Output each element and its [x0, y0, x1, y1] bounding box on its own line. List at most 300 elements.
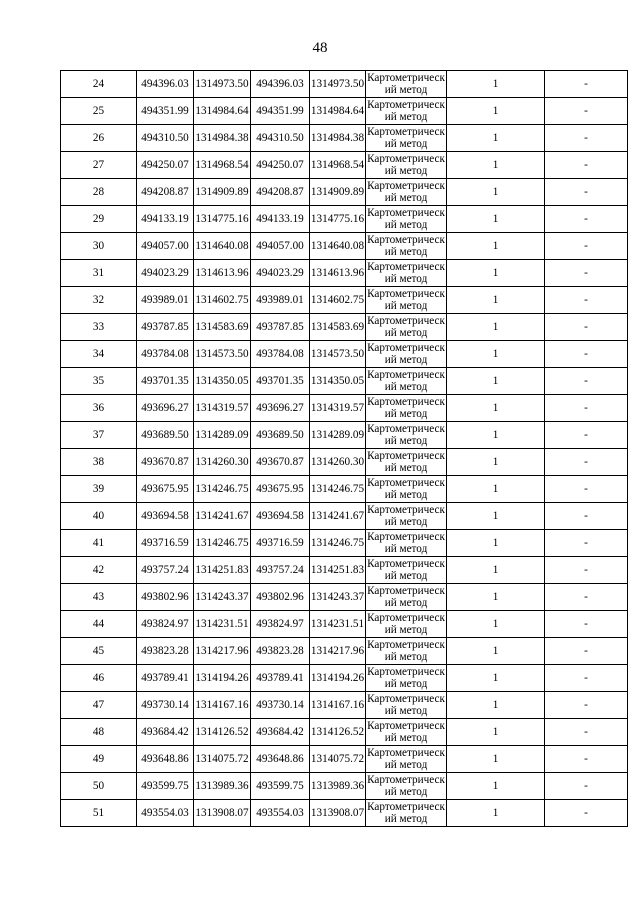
accuracy-cell [447, 152, 545, 179]
x-coordinate-repeat-text: 493824.97 [256, 618, 304, 630]
y-coordinate-repeat-text: 1314984.64 [310, 105, 365, 117]
accuracy-cell [447, 665, 545, 692]
point-number-text: 39 [92, 483, 105, 495]
y-coordinate-repeat-text: 1314243.37 [310, 591, 365, 603]
y-coordinate-repeat-text: 1314260.30 [310, 456, 365, 468]
note-text: - [584, 78, 588, 90]
x-coordinate-repeat-cell [251, 260, 310, 287]
y-coordinate-repeat-text: 1314246.75 [310, 483, 365, 495]
y-coordinate-text: 1314246.75 [195, 483, 249, 495]
note-cell [545, 557, 628, 584]
x-coordinate-cell [137, 152, 194, 179]
y-coordinate-repeat-cell [310, 125, 366, 152]
y-coordinate-text: 1314973.50 [195, 78, 249, 90]
x-coordinate-cell [137, 638, 194, 665]
y-coordinate-repeat-cell [310, 341, 366, 368]
note-text: - [584, 618, 588, 630]
note-cell [545, 206, 628, 233]
table-row [61, 260, 628, 287]
note-cell [545, 152, 628, 179]
x-coordinate-cell [137, 557, 194, 584]
y-coordinate-repeat-cell [310, 206, 366, 233]
y-coordinate-cell [194, 206, 251, 233]
note-text: - [584, 753, 588, 765]
table-row [61, 71, 628, 98]
note-cell [545, 530, 628, 557]
y-coordinate-repeat-cell [310, 692, 366, 719]
y-coordinate-repeat-cell [310, 71, 366, 98]
note-cell [545, 449, 628, 476]
table-row [61, 179, 628, 206]
method-text: Картометрический метод [367, 369, 445, 393]
x-coordinate-repeat-text: 494351.99 [256, 105, 304, 117]
table-row [61, 341, 628, 368]
y-coordinate-repeat-text: 1314583.69 [310, 321, 365, 333]
point-number-text: 49 [92, 753, 105, 765]
y-coordinate-repeat-cell [310, 584, 366, 611]
method-cell [366, 422, 447, 449]
y-coordinate-repeat-text: 1314973.50 [310, 78, 365, 90]
accuracy-cell [447, 638, 545, 665]
x-coordinate-repeat-text: 493757.24 [256, 564, 304, 576]
y-coordinate-cell [194, 395, 251, 422]
point-number-text: 44 [92, 618, 105, 630]
point-number-text: 42 [92, 564, 105, 576]
y-coordinate-repeat-text: 1314126.52 [310, 726, 365, 738]
note-text: - [584, 132, 588, 144]
method-cell [366, 476, 447, 503]
y-coordinate-cell [194, 98, 251, 125]
table-row [61, 314, 628, 341]
x-coordinate-repeat-cell [251, 665, 310, 692]
x-coordinate-cell [137, 800, 194, 827]
note-text: - [584, 699, 588, 711]
y-coordinate-repeat-cell [310, 449, 366, 476]
accuracy-text: 1 [492, 591, 499, 603]
point-number-cell [61, 746, 137, 773]
point-number-cell [61, 719, 137, 746]
point-number-cell [61, 611, 137, 638]
table-row [61, 422, 628, 449]
accuracy-text: 1 [492, 78, 499, 90]
method-cell [366, 314, 447, 341]
y-coordinate-repeat-text: 1313908.07 [310, 807, 365, 819]
table-row [61, 125, 628, 152]
y-coordinate-repeat-text: 1314251.83 [310, 564, 365, 576]
table-row [61, 800, 628, 827]
x-coordinate-cell [137, 422, 194, 449]
note-text: - [584, 348, 588, 360]
x-coordinate-cell [137, 206, 194, 233]
method-cell [366, 773, 447, 800]
note-text: - [584, 483, 588, 495]
x-coordinate-repeat-cell [251, 314, 310, 341]
point-number-text: 46 [92, 672, 105, 684]
note-text: - [584, 591, 588, 603]
method-cell [366, 98, 447, 125]
point-number-text: 30 [92, 240, 105, 252]
accuracy-text: 1 [492, 537, 499, 549]
x-coordinate-cell [137, 395, 194, 422]
accuracy-text: 1 [492, 780, 499, 792]
note-cell [545, 611, 628, 638]
table-row [61, 584, 628, 611]
x-coordinate-repeat-cell [251, 287, 310, 314]
y-coordinate-cell [194, 665, 251, 692]
point-number-cell [61, 233, 137, 260]
y-coordinate-cell [194, 503, 251, 530]
note-text: - [584, 510, 588, 522]
x-coordinate-cell [137, 260, 194, 287]
y-coordinate-repeat-text: 1314640.08 [310, 240, 365, 252]
note-cell [545, 800, 628, 827]
method-text: Картометрический метод [367, 612, 445, 636]
note-text: - [584, 645, 588, 657]
y-coordinate-text: 1314217.96 [195, 645, 249, 657]
method-text: Картометрический метод [367, 342, 445, 366]
y-coordinate-text: 1313908.07 [195, 807, 249, 819]
accuracy-text: 1 [492, 267, 499, 279]
point-number-text: 36 [92, 402, 105, 414]
method-text: Картометрический метод [367, 126, 445, 150]
y-coordinate-text: 1314243.37 [195, 591, 249, 603]
point-number-cell [61, 260, 137, 287]
x-coordinate-text: 494057.00 [141, 240, 189, 252]
point-number-cell [61, 692, 137, 719]
method-cell [366, 341, 447, 368]
x-coordinate-text: 493787.85 [141, 321, 189, 333]
method-cell [366, 449, 447, 476]
note-cell [545, 665, 628, 692]
method-cell [366, 800, 447, 827]
method-text: Картометрический метод [367, 180, 445, 204]
x-coordinate-repeat-cell [251, 584, 310, 611]
y-coordinate-cell [194, 692, 251, 719]
method-text: Картометрический метод [367, 315, 445, 339]
accuracy-text: 1 [492, 564, 499, 576]
method-cell [366, 719, 447, 746]
x-coordinate-text: 494023.29 [141, 267, 189, 279]
x-coordinate-text: 493823.28 [141, 645, 189, 657]
y-coordinate-cell [194, 611, 251, 638]
y-coordinate-cell [194, 584, 251, 611]
accuracy-text: 1 [492, 348, 499, 360]
x-coordinate-cell [137, 71, 194, 98]
accuracy-cell [447, 179, 545, 206]
y-coordinate-repeat-cell [310, 557, 366, 584]
point-number-cell [61, 584, 137, 611]
x-coordinate-repeat-cell [251, 422, 310, 449]
method-cell [366, 692, 447, 719]
y-coordinate-text: 1314640.08 [195, 240, 249, 252]
note-cell [545, 179, 628, 206]
accuracy-cell [447, 503, 545, 530]
x-coordinate-cell [137, 314, 194, 341]
x-coordinate-text: 493689.50 [141, 429, 189, 441]
point-number-cell [61, 287, 137, 314]
x-coordinate-repeat-cell [251, 98, 310, 125]
note-text: - [584, 240, 588, 252]
method-cell [366, 260, 447, 287]
point-number-cell [61, 800, 137, 827]
method-cell [366, 530, 447, 557]
x-coordinate-repeat-cell [251, 800, 310, 827]
y-coordinate-repeat-text: 1314289.09 [310, 429, 365, 441]
x-coordinate-repeat-text: 493599.75 [256, 780, 304, 792]
accuracy-cell [447, 341, 545, 368]
y-coordinate-repeat-text: 1314075.72 [310, 753, 365, 765]
note-cell [545, 368, 628, 395]
note-cell [545, 746, 628, 773]
y-coordinate-cell [194, 152, 251, 179]
accuracy-cell [447, 422, 545, 449]
y-coordinate-repeat-text: 1314167.16 [310, 699, 365, 711]
y-coordinate-repeat-text: 1314241.67 [310, 510, 365, 522]
method-cell [366, 395, 447, 422]
point-number-text: 40 [92, 510, 105, 522]
accuracy-text: 1 [492, 294, 499, 306]
method-text: Картометрический метод [367, 747, 445, 771]
x-coordinate-repeat-text: 493823.28 [256, 645, 304, 657]
method-cell [366, 746, 447, 773]
accuracy-text: 1 [492, 672, 499, 684]
x-coordinate-text: 494351.99 [141, 105, 189, 117]
point-number-cell [61, 773, 137, 800]
x-coordinate-repeat-text: 493730.14 [256, 699, 304, 711]
accuracy-text: 1 [492, 213, 499, 225]
y-coordinate-repeat-cell [310, 287, 366, 314]
table-row [61, 665, 628, 692]
y-coordinate-text: 1314241.67 [195, 510, 249, 522]
point-number-text: 43 [92, 591, 105, 603]
note-text: - [584, 429, 588, 441]
method-text: Картометрический метод [367, 531, 445, 555]
point-number-cell [61, 557, 137, 584]
method-cell [366, 611, 447, 638]
x-coordinate-repeat-cell [251, 233, 310, 260]
x-coordinate-repeat-text: 493696.27 [256, 402, 304, 414]
x-coordinate-cell [137, 746, 194, 773]
method-text: Картометрический метод [367, 72, 445, 96]
y-coordinate-repeat-text: 1314613.96 [310, 267, 365, 279]
method-cell [366, 179, 447, 206]
x-coordinate-repeat-text: 493989.01 [256, 294, 304, 306]
note-cell [545, 260, 628, 287]
method-cell [366, 287, 447, 314]
y-coordinate-text: 1314231.51 [195, 618, 249, 630]
x-coordinate-repeat-cell [251, 395, 310, 422]
table-row [61, 152, 628, 179]
point-number-text: 35 [92, 375, 105, 387]
accuracy-text: 1 [492, 402, 499, 414]
x-coordinate-text: 494396.03 [141, 78, 189, 90]
point-number-cell [61, 368, 137, 395]
x-coordinate-repeat-text: 493694.58 [256, 510, 304, 522]
point-number-text: 37 [92, 429, 105, 441]
x-coordinate-cell [137, 179, 194, 206]
note-text: - [584, 159, 588, 171]
point-number-text: 32 [92, 294, 105, 306]
accuracy-cell [447, 71, 545, 98]
method-text: Картометрический метод [367, 693, 445, 717]
accuracy-cell [447, 584, 545, 611]
x-coordinate-text: 493554.03 [141, 807, 189, 819]
note-cell [545, 773, 628, 800]
y-coordinate-repeat-cell [310, 746, 366, 773]
accuracy-text: 1 [492, 159, 499, 171]
x-coordinate-repeat-text: 493802.96 [256, 591, 304, 603]
x-coordinate-cell [137, 368, 194, 395]
point-number-cell [61, 125, 137, 152]
note-cell [545, 233, 628, 260]
y-coordinate-repeat-text: 1314573.50 [310, 348, 365, 360]
table-row [61, 719, 628, 746]
point-number-text: 38 [92, 456, 105, 468]
method-cell [366, 368, 447, 395]
accuracy-text: 1 [492, 132, 499, 144]
y-coordinate-text: 1314167.16 [195, 699, 249, 711]
accuracy-text: 1 [492, 645, 499, 657]
method-text: Картометрический метод [367, 801, 445, 825]
y-coordinate-cell [194, 260, 251, 287]
point-number-text: 25 [92, 105, 105, 117]
method-text: Картометрический метод [367, 234, 445, 258]
y-coordinate-repeat-cell [310, 665, 366, 692]
y-coordinate-repeat-cell [310, 800, 366, 827]
method-text: Картометрический метод [367, 207, 445, 231]
x-coordinate-text: 494133.19 [141, 213, 189, 225]
x-coordinate-repeat-text: 493701.35 [256, 375, 304, 387]
y-coordinate-cell [194, 314, 251, 341]
y-coordinate-repeat-text: 1314602.75 [310, 294, 365, 306]
x-coordinate-repeat-text: 493789.41 [256, 672, 304, 684]
x-coordinate-text: 493670.87 [141, 456, 189, 468]
x-coordinate-repeat-cell [251, 746, 310, 773]
point-number-text: 29 [92, 213, 105, 225]
accuracy-text: 1 [492, 510, 499, 522]
y-coordinate-repeat-cell [310, 719, 366, 746]
point-number-text: 41 [92, 537, 105, 549]
method-text: Картометрический метод [367, 504, 445, 528]
method-cell [366, 206, 447, 233]
accuracy-cell [447, 206, 545, 233]
note-cell [545, 503, 628, 530]
y-coordinate-text: 1314246.75 [195, 537, 249, 549]
x-coordinate-cell [137, 503, 194, 530]
method-text: Картометрический метод [367, 261, 445, 285]
x-coordinate-repeat-cell [251, 692, 310, 719]
table-row [61, 638, 628, 665]
note-text: - [584, 213, 588, 225]
accuracy-text: 1 [492, 753, 499, 765]
y-coordinate-repeat-text: 1314319.57 [310, 402, 365, 414]
accuracy-cell [447, 692, 545, 719]
table-row [61, 530, 628, 557]
note-cell [545, 71, 628, 98]
y-coordinate-cell [194, 125, 251, 152]
y-coordinate-cell [194, 746, 251, 773]
coordinates-table [60, 70, 628, 827]
accuracy-cell [447, 449, 545, 476]
y-coordinate-repeat-text: 1314775.16 [310, 213, 365, 225]
note-cell [545, 341, 628, 368]
x-coordinate-cell [137, 665, 194, 692]
y-coordinate-cell [194, 422, 251, 449]
note-text: - [584, 672, 588, 684]
y-coordinate-text: 1314075.72 [195, 753, 249, 765]
table-row [61, 206, 628, 233]
x-coordinate-repeat-text: 494310.50 [256, 132, 304, 144]
x-coordinate-text: 493789.41 [141, 672, 189, 684]
table-row [61, 557, 628, 584]
y-coordinate-cell [194, 800, 251, 827]
x-coordinate-repeat-text: 494250.07 [256, 159, 304, 171]
y-coordinate-repeat-text: 1314909.89 [310, 186, 365, 198]
x-coordinate-repeat-cell [251, 638, 310, 665]
accuracy-text: 1 [492, 618, 499, 630]
x-coordinate-repeat-cell [251, 179, 310, 206]
point-number-text: 24 [92, 78, 105, 90]
note-text: - [584, 186, 588, 198]
y-coordinate-repeat-cell [310, 179, 366, 206]
y-coordinate-repeat-cell [310, 422, 366, 449]
point-number-text: 34 [92, 348, 105, 360]
x-coordinate-cell [137, 287, 194, 314]
x-coordinate-cell [137, 476, 194, 503]
accuracy-text: 1 [492, 186, 499, 198]
note-cell [545, 584, 628, 611]
y-coordinate-repeat-cell [310, 476, 366, 503]
y-coordinate-cell [194, 638, 251, 665]
y-coordinate-text: 1314968.54 [195, 159, 249, 171]
x-coordinate-text: 493648.86 [141, 753, 189, 765]
y-coordinate-cell [194, 773, 251, 800]
x-coordinate-repeat-cell [251, 773, 310, 800]
note-cell [545, 422, 628, 449]
note-cell [545, 638, 628, 665]
point-number-cell [61, 638, 137, 665]
x-coordinate-cell [137, 584, 194, 611]
table-row [61, 611, 628, 638]
method-cell [366, 665, 447, 692]
y-coordinate-repeat-cell [310, 98, 366, 125]
x-coordinate-repeat-text: 494208.87 [256, 186, 304, 198]
method-text: Картометрический метод [367, 558, 445, 582]
x-coordinate-text: 493716.59 [141, 537, 189, 549]
y-coordinate-text: 1314909.89 [195, 186, 249, 198]
accuracy-text: 1 [492, 429, 499, 441]
x-coordinate-text: 493696.27 [141, 402, 189, 414]
method-text: Картометрический метод [367, 450, 445, 474]
y-coordinate-repeat-cell [310, 314, 366, 341]
y-coordinate-text: 1314583.69 [195, 321, 249, 333]
table-row [61, 503, 628, 530]
method-text: Картометрический метод [367, 396, 445, 420]
x-coordinate-cell [137, 125, 194, 152]
x-coordinate-repeat-text: 494396.03 [256, 78, 304, 90]
x-coordinate-repeat-cell [251, 368, 310, 395]
accuracy-text: 1 [492, 699, 499, 711]
accuracy-cell [447, 125, 545, 152]
x-coordinate-cell [137, 719, 194, 746]
note-cell [545, 98, 628, 125]
x-coordinate-text: 494250.07 [141, 159, 189, 171]
note-text: - [584, 726, 588, 738]
x-coordinate-text: 493824.97 [141, 618, 189, 630]
x-coordinate-repeat-cell [251, 341, 310, 368]
x-coordinate-repeat-cell [251, 611, 310, 638]
point-number-text: 26 [92, 132, 105, 144]
